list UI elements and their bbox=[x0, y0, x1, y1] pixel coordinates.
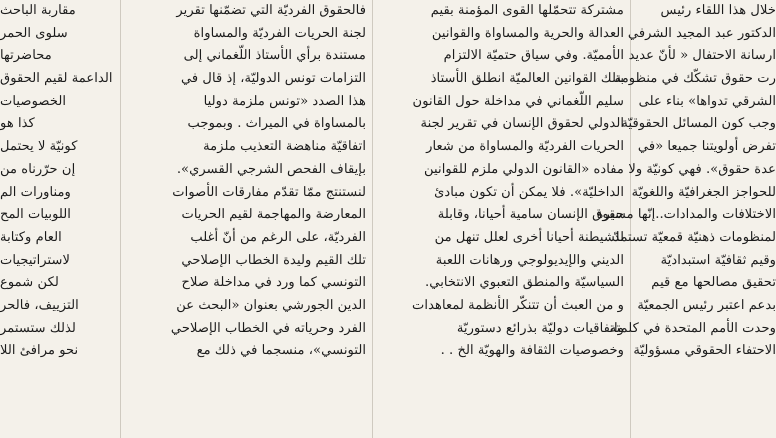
text-line: الداعمة لقيم الحقوق bbox=[0, 71, 113, 87]
text-line: الدولي لحقوق الإنسان في تقرير لجنة bbox=[420, 116, 624, 132]
text-line: الاختلافات والمدادات..إنّها مسيرة bbox=[596, 207, 776, 223]
text-line: الداخليّة». فلا يمكن أن تكون مبادئ bbox=[434, 184, 624, 200]
column-divider bbox=[120, 0, 121, 438]
text-line: التزييف، فالحر bbox=[0, 297, 79, 313]
text-line: للحواجز الجغرافيّة واللغويّة bbox=[631, 184, 776, 200]
text-line: الشرقي تدواها» بناء على bbox=[638, 93, 776, 109]
text-line: التونسي كما ورد في مداخلة صلاح bbox=[181, 275, 366, 291]
text-line: لنستنتج ممّا تقدّم مفارقات الأصوات bbox=[172, 184, 366, 200]
text-line: سلوى الحمر bbox=[0, 25, 68, 41]
text-line: الدين الجورشي بعنوان «البحث عن bbox=[176, 297, 366, 313]
column-divider bbox=[372, 0, 373, 438]
text-line: اتفاقيّة مناهضة التعذيب ملزمة bbox=[203, 139, 366, 155]
text-line: للشيطنة أحيانا أخرى لعلل تنهل من bbox=[434, 229, 624, 245]
text-line: ومناورات الم bbox=[0, 184, 71, 200]
text-line: بدعم اعتبر رئيس الجمعيّة bbox=[637, 297, 776, 313]
text-line: الدكتور عبد المجيد الشرفي bbox=[627, 25, 776, 41]
text-line: المعارضة والمهاجمة لقيم الحريات bbox=[181, 207, 366, 223]
text-line: الحريات الفرديّة والمساواة من شعار bbox=[426, 139, 624, 155]
text-line: بتلك القوانين العالميّة انطلق الأستاذ bbox=[430, 71, 624, 87]
text-line: و من العبث أن تتنكّر الأنظمة لمعاهدات bbox=[412, 297, 624, 313]
text-line: التونسي»، منسجما في ذلك مع bbox=[196, 343, 366, 359]
article-column-4 bbox=[596, 0, 776, 438]
text-line: خلال هذا اللقاء رئيس bbox=[660, 3, 776, 18]
text-line: الفرد وحرياته في الخطاب الإصلاحي bbox=[170, 320, 366, 336]
text-line: فالحقوق الفرديّة التي تضمّنها تقرير bbox=[176, 3, 366, 18]
text-line: وحدت الأمم المتحدة في كلمته bbox=[609, 320, 776, 336]
text-line: اللوبيات المح bbox=[0, 207, 71, 223]
article-column-3 bbox=[378, 0, 624, 438]
text-line: سليم اللّغماني في مداخلة حول القانون bbox=[412, 93, 624, 109]
text-line: حقوق الإنسان سامية أحيانا، وقابلة bbox=[437, 207, 624, 223]
text-line: العدالة والحرية والمساواة والقوانين bbox=[431, 25, 624, 41]
text-line: لاستراتيجيات bbox=[0, 252, 71, 268]
text-line: بالمساواة في الميراث . وبموجب bbox=[187, 116, 366, 132]
text-line: لجنة الحريات الفرديّة والمساواة bbox=[193, 25, 366, 41]
text-line: عدة حقوق». فهي كونيّة ولا bbox=[628, 161, 776, 177]
text-line: مشتركة تتحمّلها القوى المؤمنة بقيم bbox=[430, 3, 624, 18]
text-line: التزامات تونس الدوليّة، إذ قال في bbox=[180, 71, 366, 87]
text-line: محاضرتها bbox=[0, 48, 52, 64]
text-line: تفرض أولويتنا جميعا «في bbox=[637, 139, 776, 155]
text-line: الديني والإيديولوجي ورهانات اللعبة bbox=[435, 252, 624, 268]
text-line: كونيّة لا يحتمل bbox=[0, 139, 78, 155]
text-line: ارسانة الاحتفال « لأنّ عديد bbox=[628, 48, 776, 64]
text-line: الأمميّة. وفي سياق حتميّة الالتزام bbox=[443, 48, 624, 64]
text-line: هذا الصدد «تونس ملزمة دوليا bbox=[203, 93, 366, 109]
text-line: نحو مرافئ اللا bbox=[0, 343, 79, 359]
text-line: الاحتفاء الحقوقي مسؤوليّة bbox=[633, 343, 776, 359]
text-line: وجب كون المسائل الحقوقيّة bbox=[621, 116, 776, 132]
text-line: مفاده «القانون الدولي ملزم للقوانين bbox=[424, 161, 624, 177]
text-line: تحقيق مصالحها مع قيم bbox=[651, 275, 776, 291]
text-line: إن حرّرناه من bbox=[0, 161, 76, 177]
text-line: العام وكتابة bbox=[0, 229, 62, 245]
text-line: السياسيّة والمنطق التعبوي الانتخابي. bbox=[425, 275, 624, 291]
text-line: تلك القيم وليدة الخطاب الإصلاحي bbox=[181, 252, 366, 268]
text-line: الخصوصيات bbox=[0, 93, 67, 109]
text-line: رت حقوق تشكّك في منظومة bbox=[614, 71, 776, 87]
text-line: الفرديّة، على الرغم من أنّ أغلب bbox=[190, 229, 366, 245]
text-line: وقيم ثقافيّة استبداديّة bbox=[660, 252, 776, 268]
article-column-2 bbox=[126, 0, 366, 438]
text-line: واتفاقيات دوليّة بذرائع دستوريّة bbox=[456, 320, 624, 336]
text-line: لكن شموع bbox=[0, 275, 59, 291]
text-line: وخصوصيات الثقافة والهويّة الخ . . bbox=[440, 343, 624, 359]
text-line: كذا هو bbox=[0, 116, 35, 132]
article-column-1 bbox=[0, 0, 116, 438]
text-line: مقاربة الباحث bbox=[0, 3, 76, 18]
text-line: مستندة برأي الأستاذ اللّغماني إلى bbox=[183, 48, 366, 64]
text-line: بإيقاف الفحص الشرجي القسري». bbox=[176, 161, 366, 177]
text-line: لمنظومات ذهنيّة قمعيّة تستمدّ bbox=[613, 229, 776, 245]
text-line: لذلك ستستمر bbox=[0, 320, 76, 336]
